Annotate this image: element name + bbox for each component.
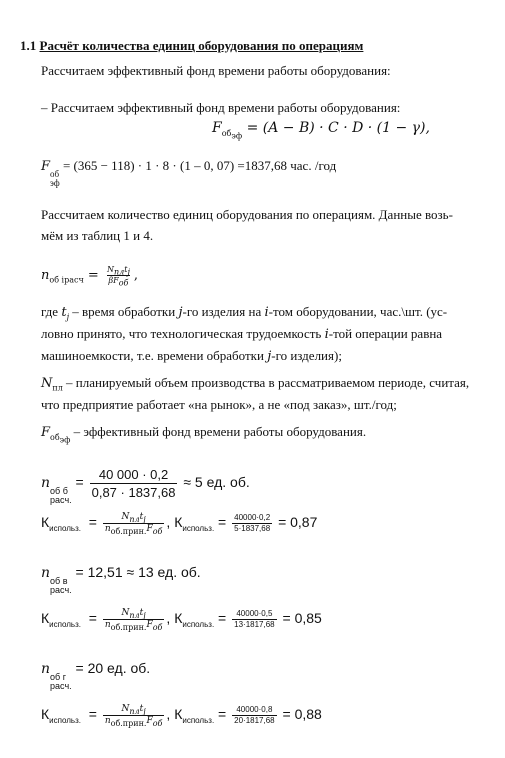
paragraph-3-line-1: Рассчитаем количество единиц оборудования по операциям. Данные возь- [41, 207, 453, 222]
formula-n-ob: $n_{об iрасч}$ = $\frac{N_{пл}t_j}{\beta F_{об}}$ , [41, 265, 139, 288]
calc-n-ob-v: n об в расч. = 12,51 ≈ 13 ед. об. [41, 564, 201, 595]
calc-fond: F об эф = (365 − 118) · 1 · 8 · (1 – 0, 07) =1837,68 час. /год [41, 158, 337, 188]
npl-line-1: $N_{пл}$ – планируемый объем производства в рассматриваемом периоде, считая, [41, 375, 470, 393]
calc-n-ob-g: n об г расч. = 20 ед. об. [41, 660, 151, 691]
where-line-3: машиноемкости, т.е. времени обработки j-го изделия); [41, 348, 342, 364]
calc-k-b: $К_{использ.}$ = $\frac{N_{пл}t_j}{n_{об.прин.}F_{об}}$ , $К_{использ.}$ = $\frac{40000\cdot 0,2}{5\cdot 1837,68}$ = 0,87 [41, 512, 318, 536]
paragraph-1: Рассчитаем эффективный фонд времени работы оборудования: [41, 63, 391, 78]
formula-fond-rhs: = (A − B) · C · D · (1 − γ), [246, 120, 430, 136]
section-title: Расчёт количества единиц оборудования по операциям [39, 38, 364, 53]
calc-k-v: $К_{использ.}$ = $\frac{N_{пл}t_j}{n_{об.прин.}F_{об}}$ , $К_{использ.}$ = $\frac{40000\cdot 0,5}{13\cdot 1817,68}$ = 0,85 [41, 608, 322, 632]
ffond-line: $F_{об_{эф}}$ – эффективный фонд времени работы оборудования. [41, 424, 367, 445]
formula-fond: $F_{об_{эф}} = (A - B) \cdot C \cdot D \cdot (1 - \gamma)$, [212, 120, 430, 141]
section-number: 1.1 [20, 38, 37, 53]
where-line-1: где $t_j$ – время обработки j-го изделия на i-том оборудовании, час.\шт. (ус- [41, 304, 448, 322]
paragraph-3-line-2: мём из таблиц 1 и 4. [41, 228, 154, 243]
where-line-2: ловно принято, что технологическая трудоемкость i-той операции равна [41, 326, 443, 342]
calc-fond-expr: = (365 − 118) · 1 · 8 · (1 – 0, 07) =1837,68 час. /год [62, 158, 337, 173]
paragraph-2: – Рассчитаем эффективный фонд времени работы оборудования: [41, 100, 401, 115]
section-heading [20, 38, 363, 54]
calc-n-ob-b: n об б расч. = $\frac{40 000 \cdot 0,2}{0,87 \cdot 1837,68}$ ≈ 5 ед. об. [41, 467, 250, 506]
calc-k-g: $К_{использ.}$ = $\frac{N_{пл}t_j}{n_{об.прин.}F_{об}}$ , $К_{использ.}$ = $\frac{40000\cdot 0,8}{20\cdot 1817,68}$ = 0,88 [41, 704, 322, 728]
npl-line-2: что предприятие работает «на рынок», а не «под заказ», шт./год; [41, 397, 397, 412]
